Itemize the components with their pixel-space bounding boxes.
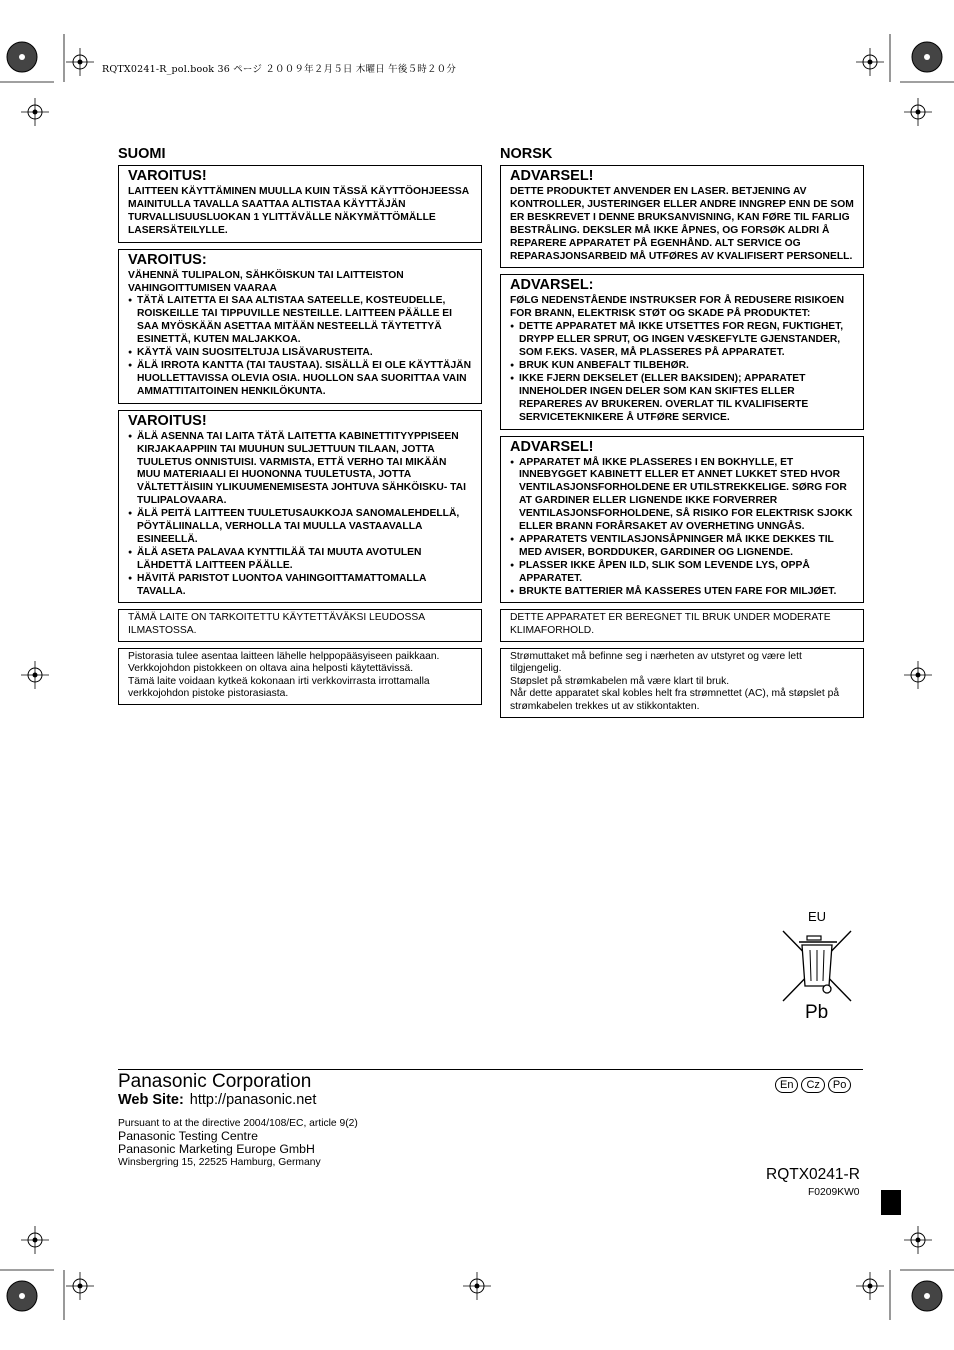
marketing-company: Panasonic Marketing Europe GmbH [118,1142,315,1156]
list-item: ● KÄYTÄ VAIN SUOSITELTUJA LISÄVARUSTEITA. [128,347,472,360]
list-item: ● ÄLÄ ASETA PALAVAA KYNTTILÄÄ TAI MUUTA AVOTULEN LÄHDETTÄ LAITTEEN PÄÄLLE. [128,547,472,573]
fire-warning-box [500,274,864,429]
warning-intro: FØLG NEDENSTÅENDE INSTRUKSER FOR Å REDUSERE RISIKOEN FOR BRANN, ELEKTRISK STØT OG SKADE PÅ PRODUKTET: [510,295,845,320]
mains-plug-note [118,648,482,705]
warning-intro: VÄHENNÄ TULIPALON, SÄHKÖISKUN TAI LAITTEISTON VAHINGOITTUMISEN VAARAA [128,269,404,294]
warning-title: ADVARSEL! [510,438,594,455]
list-item: ● BRUKTE BATTERIER MÅ KASSERES UTEN FARE FOR MILJØET. [510,586,854,599]
mains-plug-note [500,648,864,718]
crossed-out-wheelie-bin-icon [780,928,854,1004]
dial-mark-top-left [7,42,37,72]
climate-note: TÄMÄ LAITE ON TARKOITETTU KÄYTETTÄVÄKSI LEUDOSSA ILMASTOSSA. [118,609,482,641]
suomi-column [118,146,482,711]
website-url[interactable]: http://panasonic.net [189,1092,317,1108]
fire-warning-box [118,249,482,404]
note-line: Støpslet på strømkabelen må være klart til bruk. [510,675,730,687]
laser-warning-box [500,165,864,268]
address: Winsbergring 15, 22525 Hamburg, Germany [118,1157,321,1168]
crosshair-left-bottom [21,1226,49,1254]
ventilation-warning-box [118,410,482,604]
crosshair-bottom-center [463,1272,491,1300]
list-item: ● ÄLÄ ASENNA TAI LAITA TÄTÄ LAITETTA KABINETTITYYPPISEEN KIRJAKAAPPIIN TAI MUUHUN SULJETTUUN TILAAN, JOTTA TUULETUS ONNISTUISI. VARMISTA, ETTÄ VERHO TAI MIKÄÄN MUU MATERIAALI EI HUONONNA TUULETUSTA, JOTTA VÄLTETTÄISIIN YLIKUUMENEMISESTA JOHTUVA SÄHKÖISKU- TAI TULIPALOVAARA. [128,431,472,508]
crosshair-top-b [856,48,884,76]
crosshair-right-bottom [904,1226,932,1254]
warning-list [128,431,472,599]
language-code-badge: Po [828,1077,851,1093]
warning-title: ADVARSEL: [510,277,594,294]
edge-index-tab [881,1190,901,1215]
climate-note: DETTE APPARATET ER BEREGNET TIL BRUK UNDER MODERATE KLIMAFORHOLD. [500,609,864,641]
warning-list [128,295,472,398]
warning-text: LAITTEEN KÄYTTÄMINEN MUULLA KUIN TÄSSÄ KÄYTTÖOHJEESSA MAINITULLA TAVALLA SAATTAA ALTISTAA KÄYTTÄJÄN TURVALLISUUSLUOKAN 1 YLITTÄVÄLLE NÄKYMÄTTÖMÄLLE LASERSÄTEILYLLE. [128,186,469,236]
language-code-badge: Cz [801,1077,824,1093]
list-item: ● IKKE FJERN DEKSELET (ELLER BAKSIDEN); APPARATET INNEHOLDER INGEN DELER SOM KAN SKIFTES ELLER REPARERES AV BRUKEREN. OVERLAT TIL KVALIFISERTE SERVICETEKNIKERE Å UTFØRE SERVICE. [510,373,854,425]
footer-divider [118,1069,863,1070]
warning-title: VAROITUS! [128,412,207,429]
language-code-badge: En [775,1077,798,1093]
legal-block [118,1117,358,1169]
note-line: Pistorasia tulee asentaa laitteen lähelle helppopääsyiseen paikkaan. [128,650,440,662]
list-item: ● BRUK KUN ANBEFALT TILBEHØR. [510,360,854,373]
print-header: RQTX0241-R_pol.book 36 ページ ２００９年２月５日 木曜日 午後５時２０分 [102,64,457,75]
crosshair-bottom-b [856,1272,884,1300]
language-codes [775,1077,851,1093]
note-line: Strømuttaket må befinne seg i nærheten av utstyret og være lett tilgjengelig. [510,650,802,675]
crosshair-left-mid [21,661,49,689]
note-line: Når dette apparatet skal kobles helt fra strømnettet (AC), må støpslet på strømkabelen trekkes ut av stikkontakten. [510,688,840,713]
list-item: ● DETTE APPARATET MÅ IKKE UTSETTES FOR REGN, FUKTIGHET, DRYPP ELLER SPRUT, OG INGEN VÆSKEFYLTE GJENSTANDER, SOM F.EKS. VASER, MÅ PLASSERES PÅ APPARATET. [510,321,854,360]
note-line: Tämä laite voidaan kytkeä kokonaan irti verkkovirrasta irrottamalla verkkojohdon pistoke pistorasiasta. [128,675,430,700]
testing-centre: Panasonic Testing Centre [118,1129,258,1143]
crosshair-right-top [904,98,932,126]
print-code: F0209KW0 [808,1187,860,1198]
directive-line: Pursuant to at the directive 2004/108/EC, article 9(2) [118,1118,358,1129]
language-heading-norsk: NORSK [500,146,553,162]
warning-list [510,321,854,424]
crosshair-bottom-a [66,1272,94,1300]
eu-label: EU [808,909,827,924]
dial-mark-top-right [912,42,942,72]
crosshair-left-top [21,98,49,126]
dial-mark-bottom-right [912,1281,942,1311]
list-item: ● ÄLÄ IRROTA KANTTA (TAI TAUSTAA). SISÄLLÄ EI OLE KÄYTTÄJÄN HUOLLETTAVISSA OLEVIA OSIA. HUOLLON SAA SUORITTAA VAIN AMMATTITAITOINEN HENKILÖKUNTA. [128,360,472,399]
company-name: Panasonic Corporation [118,1071,312,1092]
laser-warning-box [118,165,482,243]
list-item: ● TÄTÄ LAITETTA EI SAA ALTISTAA SATEELLE, KOSTEUDELLE, ROISKEILLE TAI TIPPUVILLE NESTEILLE. LAITTEEN PÄÄLLE EI SAA MYÖSKÄÄN ASETTAA MITÄÄN NESTEELLÄ TÄYTETTYÄ ESINETTÄ, KUTEN MALJAKKOA. [128,295,472,347]
list-item: ● APPARATETS VENTILASJONSÅPNINGER MÅ IKKE DEKKES TIL MED AVISER, BORDDUKER, GARDINER OG LIGNENDE. [510,534,854,560]
dial-mark-bottom-left [7,1281,37,1311]
list-item: ● PLASSER IKKE ÅPEN ILD, SLIK SOM LEVENDE LYS, OPPÅ APPARATET. [510,560,854,586]
lead-pb-label: Pb [805,1002,829,1023]
crosshair-top-a [66,48,94,76]
norsk-column [500,146,864,724]
warning-text: DETTE PRODUKTET ANVENDER EN LASER. BETJENING AV KONTROLLER, JUSTERINGER ELLER ANDRE INNGREP ENN DE SOM ER BESKREVET I DENNE BRUKSANVISNING, KAN FØRE TIL FARLIG BESTRÅLING. DEKSLER MÅ IKKE ÅPNES, OG FORSØK ALDRI Å REPARERE APPARATET PÅ EGENHÅND. ALT SERVICE OG REPARASJONSARBEID MÅ UTFØRES AV KVALIFISERT PERSONELL. [510,186,854,262]
website-line [118,1092,316,1108]
website-label: Web Site: [118,1092,184,1108]
warning-title: VAROITUS: [128,251,207,268]
crosshair-right-mid [904,661,932,689]
list-item: ● ÄLÄ PEITÄ LAITTEEN TUULETUSAUKKOJA SANOMALEHDELLÄ, PÖYTÄLIINALLA, VERHOLLA TAI MUULLA VASTAAVALLA ESINEELLÄ. [128,508,472,547]
ventilation-warning-box [500,436,864,604]
warning-list [510,457,854,599]
model-code: RQTX0241-R [766,1166,860,1183]
warning-title: ADVARSEL! [510,168,594,184]
note-line: Verkkojohdon pistokkeen on oltava aina helposti käytettävissä. [128,663,414,675]
list-item: ● APPARATET MÅ IKKE PLASSERES I EN BOKHYLLE, ET INNEBYGGET KABINETT ELLER ET ANNET LUKKET STED HVOR VENTILASJONSFORHOLDENE ER UTILSTREKKELIGE. SØRG FOR AT GARDINER ELLER LIGNENDE IKKE FORVERRER VENTILASJONSFORHOLDENE, SÅ RISIKO FOR ELEKTRISK SJOKK ELLER BRANN FORÅRSAKET AV OVERHETING UNNGÅS. [510,457,854,534]
warning-title: VAROITUS! [128,168,207,184]
language-heading-suomi: SUOMI [118,146,166,162]
list-item: ● HÄVITÄ PARISTOT LUONTOA VAHINGOITTAMATTOMALLA TAVALLA. [128,573,472,599]
